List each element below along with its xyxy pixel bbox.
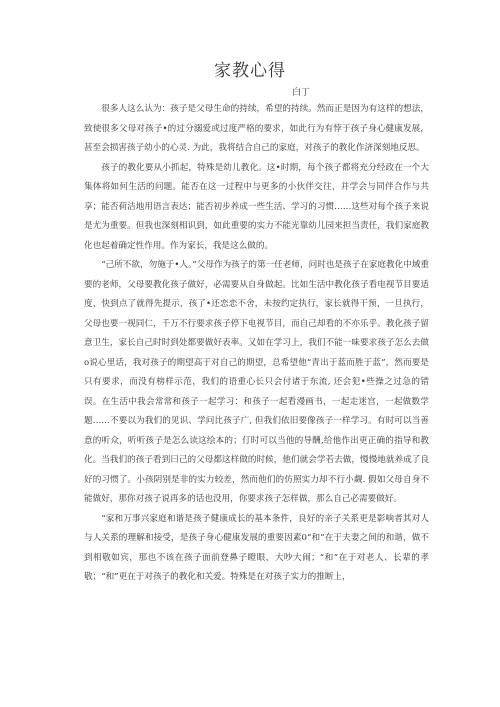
paragraph: 很多人这么认为：孩子是父母生命的持续，希望的持续。然而正是因为有这样的想法，致使很多父母对孩子•的过分溺爱或过度严格的要求，如此行为有悖于孩子身心健康发展，甚至会损害孩子幼小的心灵. 为此，我将结合自己的家庭，对孩子的教化作济深刻地反思。 [84,104,429,153]
paragraph: “家和万事兴家庭和谐是孩子健康成长的基本条件，良好的亲子关系更是影响者其对人与人关系的理解和接受，是孩子身心健康发展的重要因素0“和”在于夫妻之间的和谐，做不到相敬如宾，那也不该在孩子面前登鼻子瞪眼，大吵大闹；“和”在于对老人、长辈的孝敬；“和”更在于对孩子的教化和关爱。特殊是在对孩子实力的推断上， [84,513,429,582]
document-title: 家教心得 [214,61,286,81]
paragraph: 孩子的教化要从小抓起，特殊是幼儿教化。这•时期，每个孩子都将充分经政在一个大集体将如何生活的问题。能否在这一过程中与更多的小伙伴交往，并学会与同伴合作与共享；能否荷洁地用语言表达；能否初步养成一些生活、学习的习惯……这些对每个孩子来说是尤为重要。但我也深刻相识到，如此重要的实力不能光靠幼儿园来担当责任，我们家庭教化也起着确定性作用。作为家长，我是这么做的。 [84,162,429,251]
paragraph: “己所不欲，勿施于•人。”父母作为孩子的第一任老师，问时也是孩子在家庭教化中域重要的老师，父母要教化孩子做好，必需要从自身做起。比如生活中教化孩子看电视节目要适度，快到点了就得先提示，孩了•还恋恋不舍，未按约定执行，家长就得干预，一旦执行，父母也要一视同仁，千万不行要求孩子停下电视节目，而自己却看的不亦乐乎。教化孩子留意卫生，家长自己时时到处都要做好表率。又如在学习上，我们不能一味要求孩子怎么去做o说心里话，我对孩子的期望高于对自己的期望，总希望他“青出于蓝而胜于蓝”，然而要是只有要求，而没有榜样示范，我们的语重心长只会付诸于东流, 还会犯•些操之过急的错误。在生活中我会常常和孩子一起学习：和孩子一起看漫画书，一起走迷宫，一起做数学题……不要以为我们的见识、学问比孩子广, 但我们依旧要像孩子一样学习。有时可以当善意的听众，听听孩子是怎么读这绘本的；仃时可以当他的导酬,给他作出更正确的指导和教化。当我们的孩子看到曰己的父母都这样做的时候，他们就会学若去做，慢慢地就养成了良好的习惯了。小孩阴别是非的实力较差，然而他们的仿照实力却不行小觑. 假如父母自身不能做好，那你对孩子说再多的话也没用，你要求孩子怎样做，那么自己必需要做好。 [84,260,429,504]
author-name: 白丁 [291,88,310,98]
document-body [84,100,429,588]
